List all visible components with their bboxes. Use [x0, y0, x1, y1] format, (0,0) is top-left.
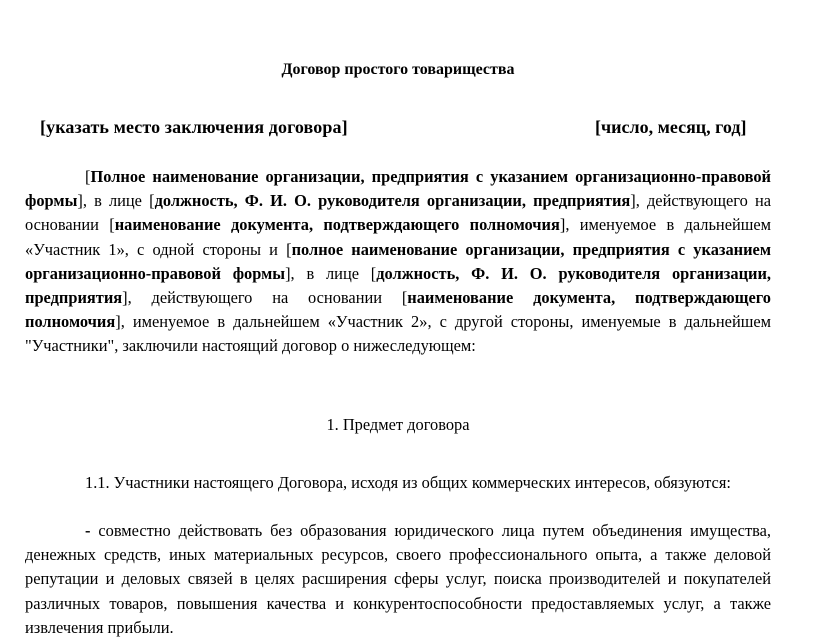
preamble-segment: должность, Ф. И. О. руководителя организации, предприятия	[154, 191, 631, 211]
contract-place-placeholder: [указать место заключения договора]	[40, 117, 348, 137]
section-heading: 1. Предмет договора	[326, 415, 470, 434]
preamble-segment: ], в лице [	[285, 263, 377, 283]
preamble-segment: [	[85, 167, 91, 186]
preamble-segment: ], действующего на основании [	[122, 288, 408, 308]
clause-1-1-item	[25, 519, 771, 640]
preamble-segment: наименование документа, подтверждающего полномочия	[25, 288, 771, 332]
preamble-segment: полное наименование организации, предприятия с указанием организационно-правовой формы	[25, 239, 772, 283]
preamble-paragraph	[25, 165, 771, 359]
preamble-segment: должность, Ф. И. О. руководителя организации, предприятия	[25, 263, 771, 308]
preamble-segment: Полное наименование организации, предприятия с указанием организационно-правовой формы	[25, 167, 771, 211]
document-title: Договор простого товарищества	[281, 61, 515, 78]
list-dash: -	[85, 521, 91, 540]
preamble-segment: ], действующего на основании [	[25, 191, 771, 235]
preamble-segment: ], в лице [	[77, 191, 155, 211]
preamble-segment: ], именуемое в дальнейшем «Участник 2», с другой стороны, именуемые в дальнейшем "Участники", заключили настоящий договор о нижеследующем:	[25, 312, 771, 356]
preamble-segment: наименование документа, подтверждающего полномочия	[114, 215, 560, 235]
clause-1-1: 1.1. Участники настоящего Договора, исходя из общих коммерческих интересов, обязуются:	[85, 473, 731, 492]
preamble-segment: ], именуемое в дальнейшем «Участник 1», с одной стороны и [	[25, 215, 772, 259]
clause-1-1-item-text: совместно действовать без образования юридического лица путем объединения имущества, денежных средств, иных материальных ресурсов, своего профессионального опыта, а также деловой репутации и деловых связей в целях расширения сферы услуг, поиска производителей и покупателей различных товаров, повышения качества и конкурентоспособности предоставляемых услуг, а также извлечения прибыли.	[25, 521, 771, 637]
contract-date-placeholder: [число, месяц, год]	[595, 117, 747, 137]
